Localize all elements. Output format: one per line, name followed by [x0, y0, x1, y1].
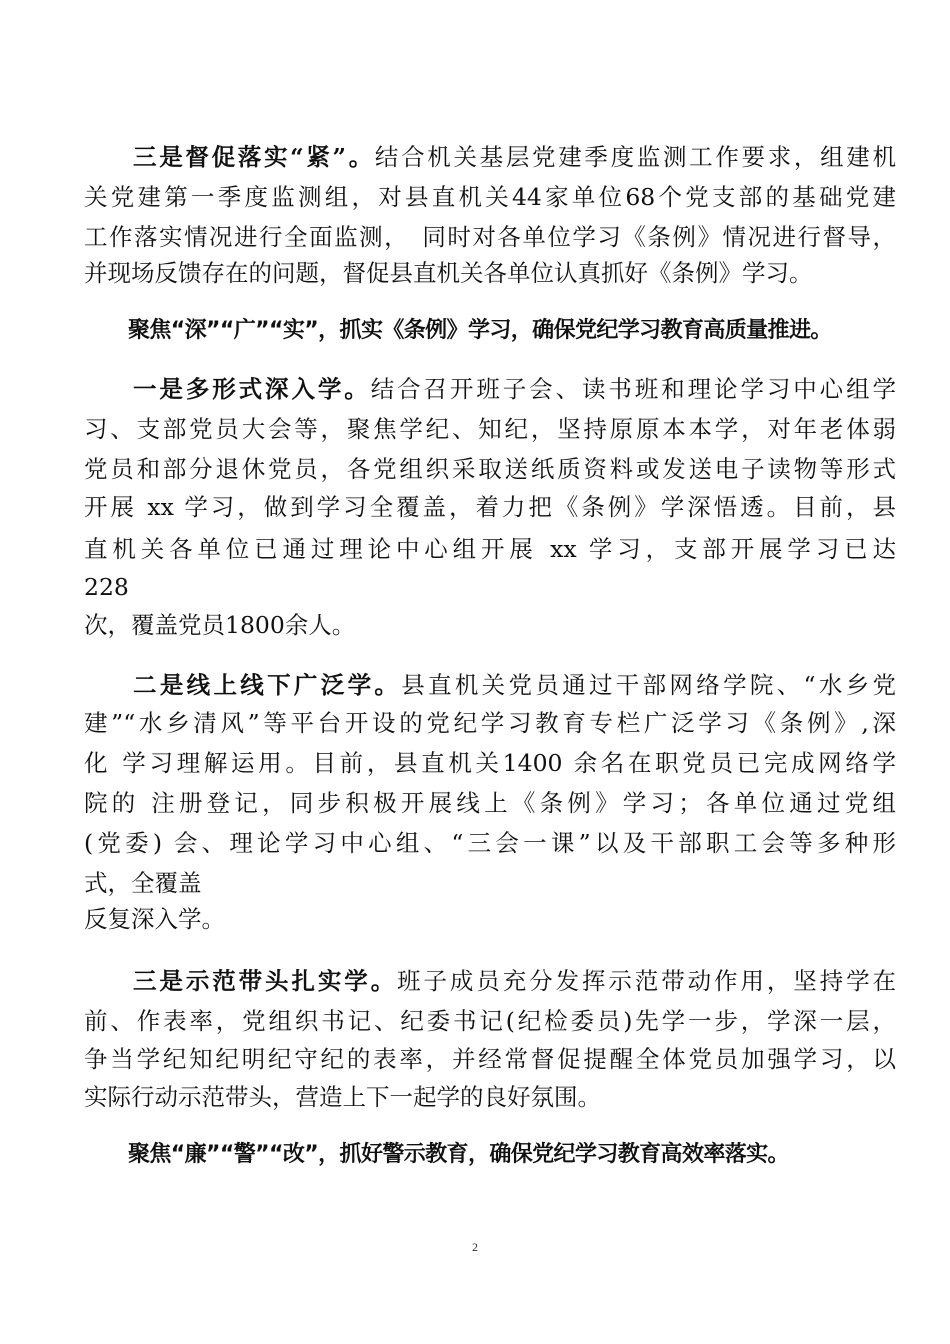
section-heading-2: 聚焦“廉”“警”“改”，抓好警示教育，确保党纪学习教育高效率落实。: [128, 1142, 789, 1167]
paragraph-2-line-3: 党员和部分退休党员，各党组织采取送纸质资料或发送电子读物等形式: [84, 455, 896, 483]
paragraph-3-line-1: [133, 668, 896, 702]
paragraph-3-line-7: 反复深入学。: [84, 905, 225, 933]
paragraph-3-line-6: 式，全覆盖: [84, 869, 202, 897]
page-number: 2: [472, 1240, 478, 1254]
paragraph-3-line-5: (党委) 会、理论学习中心组、“三会一课”以及干部职工会等多种形: [84, 829, 896, 857]
paragraph-4-lead: 三是示范带头扎实学。: [133, 967, 398, 995]
paragraph-1-line-2: 关党建第一季度监测组，对县直机关44家单位68个党支部的基础党建: [84, 183, 896, 211]
paragraph-1-line-1: [133, 140, 896, 174]
paragraph-1-line-4: 并现场反馈存在的问题，督促县直机关各单位认真抓好《条例》学习。: [84, 259, 813, 287]
paragraph-4-line-3: 争当学纪知纪明纪守纪的表率，并经常督促提醒全体党员加强学习，以: [84, 1045, 896, 1073]
paragraph-2-line-5: 直机关各单位已通过理论中心组开展 xx 学习，支部开展学习已达: [84, 535, 896, 563]
paragraph-3-text: 县直机关党员通过干部网络学院、“水乡党: [401, 671, 897, 699]
paragraph-3-line-2: 建”“水乡清风”等平台开设的党纪学习教育专栏广泛学习《条例》,深: [84, 709, 896, 737]
paragraph-4-line-2: 前、作表率，党组织书记、纪委书记(纪检委员)先学一步，学深一层，: [84, 1007, 896, 1035]
paragraph-1-lead: 三是督促落实“紧”。: [133, 143, 375, 171]
paragraph-2-text: 结合召开班子会、读书班和理论学习中心组学: [370, 375, 897, 403]
paragraph-2-line-4: 开展 xx 学习，做到学习全覆盖，着力把《条例》学深悟透。目前，县: [84, 493, 896, 521]
paragraph-3-line-3: 化 学习理解运用。目前，县直机关1400 余名在职党员已完成网络学: [84, 749, 896, 777]
paragraph-2-line-1: [133, 372, 896, 406]
paragraph-2-line-6: 228: [84, 573, 129, 601]
paragraph-4-line-4: 实际行动示范带头，营造上下一起学的良好氛围。: [84, 1083, 601, 1111]
paragraph-4-text: 班子成员充分发挥示范带动作用，坚持学在: [397, 967, 897, 995]
paragraph-1-line-3: 工作落实情况进行全面监测， 同时对各单位学习《条例》情况进行督导，: [84, 223, 896, 251]
paragraph-2-line-7: 次，覆盖党员1800余人。: [84, 611, 356, 639]
paragraph-4-line-1: [133, 964, 896, 998]
paragraph-2-lead: 一是多形式深入学。: [133, 375, 371, 403]
section-heading-1: 聚焦“深”“广”“实”，抓实《条例》学习，确保党纪学习教育高质量推进。: [128, 318, 832, 343]
paragraph-3-lead: 二是线上线下广泛学。: [133, 671, 402, 699]
paragraph-2-line-2: 习、支部党员大会等，聚焦学纪、知纪，坚持原原本本学，对年老体弱: [84, 415, 896, 443]
paragraph-1-text: 结合机关基层党建季度监测工作要求，组建机: [374, 143, 896, 171]
paragraph-3-line-4: 院的 注册登记，同步积极开展线上《条例》学习；各单位通过党组: [84, 789, 896, 817]
